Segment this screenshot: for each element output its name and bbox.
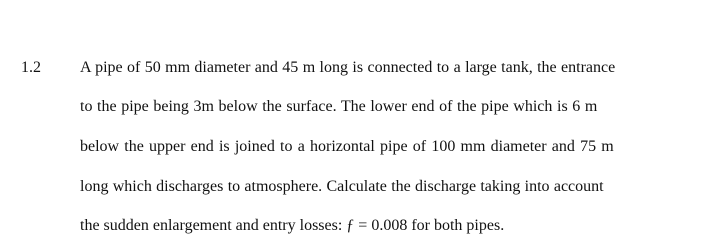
question-number: 1.2: [21, 59, 41, 76]
question-text-line: to the pipe being 3m below the surface. The lower end of the pipe which is 6 m: [80, 98, 598, 115]
question-text-line: the sudden enlargement and entry losses: ƒ = 0.008 for both pipes.: [80, 217, 505, 234]
question-text-line: below the upper end is joined to a horizontal pipe of 100 mm diameter and 75 m: [80, 138, 614, 155]
question-text-line: long which discharges to atmosphere. Calculate the discharge taking into account: [80, 178, 604, 195]
question-text-line: A pipe of 50 mm diameter and 45 m long is connected to a large tank, the entrance: [80, 59, 616, 76]
